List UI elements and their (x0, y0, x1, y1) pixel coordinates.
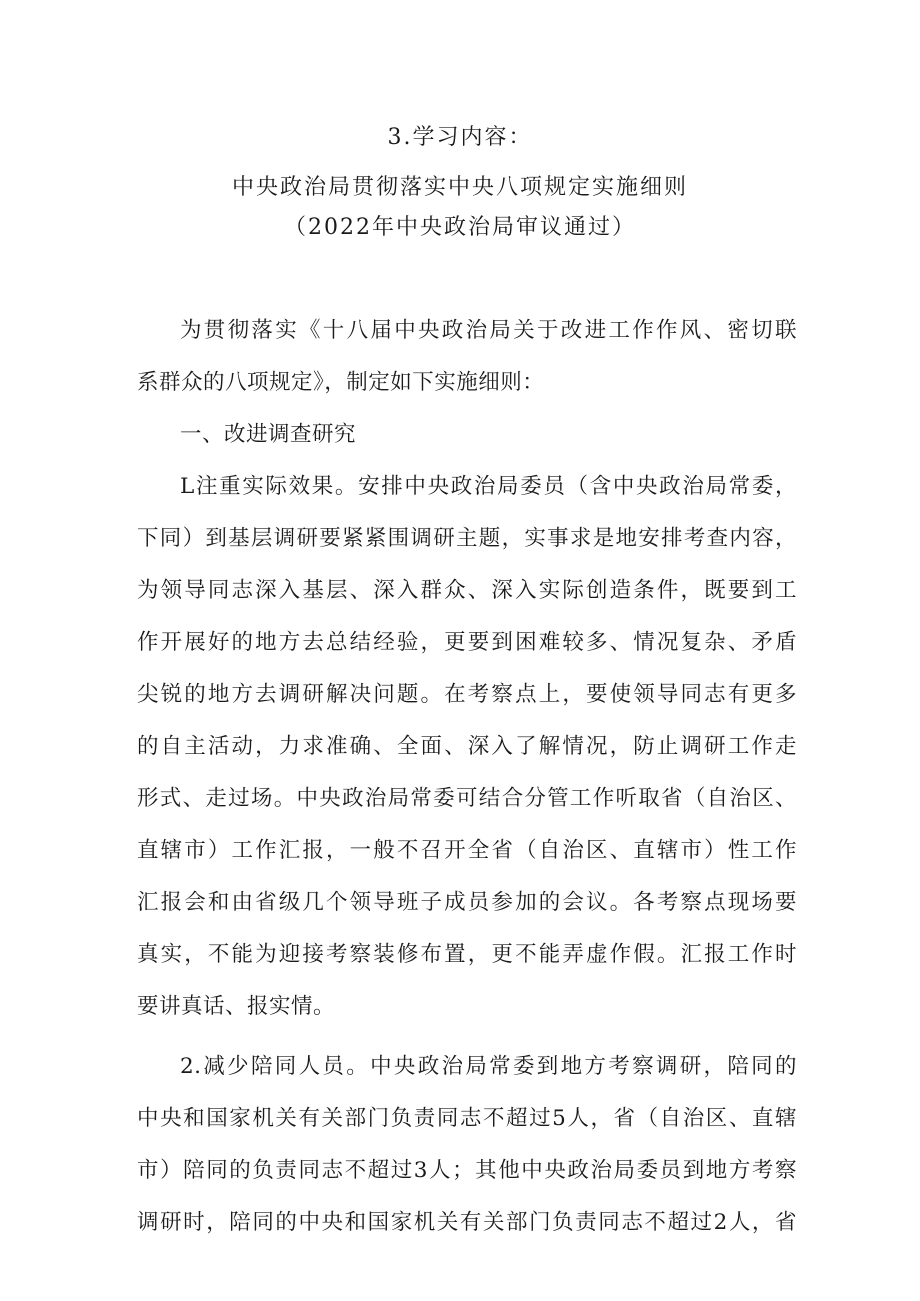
paragraph-line: 2.减少陪同人员。中央政治局常委到地方考察调研，陪同的 (180, 1054, 797, 1079)
section-heading-text: 一、改进调查研究 (180, 422, 357, 447)
paragraph-line: 要讲真话、报实情。 (137, 994, 336, 1019)
section-heading (137, 409, 797, 461)
paragraph-line: 下同）到基层调研要紧紧围调研主题，实事求是地安排考查内容， (137, 526, 797, 551)
section-label: 3.学习内容： (387, 125, 533, 150)
paragraph-line: 市）陪同的负责同志不超过3人；其他中央政治局委员到地方考察 (137, 1158, 797, 1183)
paragraph-gap (137, 1033, 797, 1041)
intro-paragraph (137, 305, 797, 409)
paragraph-line: 为贯彻落实《十八届中央政治局关于改进工作作风、密切联 (180, 318, 797, 343)
paragraph-line: 作开展好的地方去总结经验，更要到困难较多、情况复杂、矛盾 (137, 630, 797, 655)
paragraph-line: 系群众的八项规定》，制定如下实施细则： (137, 370, 545, 395)
paragraph-line: 直辖市）工作汇报，一般不召开全省（自治区、直辖市）性工作 (137, 838, 797, 863)
paragraph-line: 形式、走过场。中央政治局常委可结合分管工作听取省（自治区、 (137, 786, 797, 811)
paragraph-line: 尖锐的地方去调研解决问题。在考察点上，要使领导同志有更多 (137, 682, 797, 707)
paragraph-line: 调研时，陪同的中央和国家机关有关部门负责同志不超过2人，省 (137, 1210, 797, 1235)
paragraph-line: L注重实际效果。安排中央政治局委员（含中央政治局常委， (180, 474, 797, 499)
paragraph-line: 的自主活动，力求准确、全面、深入了解情况，防止调研工作走 (137, 734, 797, 759)
item-2-paragraph (137, 1041, 797, 1249)
item-1-paragraph (137, 461, 797, 1033)
document-subtitle: （2022年中央政治局审议通过） (284, 215, 636, 240)
paragraph-line: 真实，不能为迎接考察装修布置，更不能弄虚作假。汇报工作时 (137, 942, 797, 967)
document-title: 中央政治局贯彻落实中央八项规定实施细则 (231, 175, 688, 200)
paragraph-line: 汇报会和由省级几个领导班子成员参加的会议。各考察点现场要 (137, 890, 797, 915)
paragraph-line: 为领导同志深入基层、深入群众、深入实际创造条件，既要到工 (137, 578, 797, 603)
document-body (137, 305, 797, 1249)
paragraph-line: 中央和国家机关有关部门负责同志不超过5人，省（自治区、直辖 (137, 1106, 797, 1131)
